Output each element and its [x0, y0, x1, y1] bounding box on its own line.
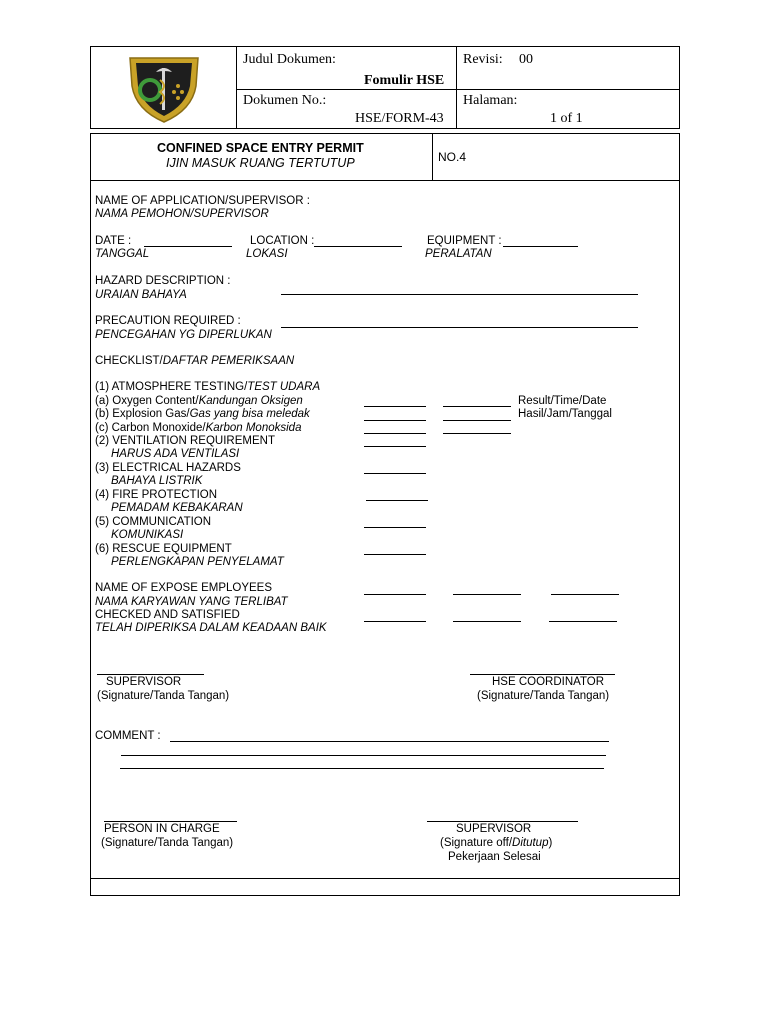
title-divider	[90, 180, 679, 181]
communication-label: (5) COMMUNICATION	[95, 516, 212, 528]
hazard-label-translation: URAIAN BAHAYA	[95, 289, 187, 301]
oxygen-content-label	[95, 395, 303, 408]
electrical-label-translation: BAHAYA LISTRIK	[111, 475, 203, 487]
electrical-label: (3) ELECTRICAL HAZARDS	[95, 462, 241, 474]
ventilation-label: (2) VENTILATION REQUIREMENT	[95, 435, 275, 447]
carbon-monoxide-label	[95, 422, 301, 435]
pic-signature-title: PERSON IN CHARGE	[104, 823, 220, 835]
checked-field-3[interactable]	[549, 621, 617, 622]
carbon-monoxide-en: (c) Carbon Monoxide/	[95, 422, 206, 434]
signature-off-text: (Signature off/	[440, 837, 513, 849]
equipment-field[interactable]	[503, 246, 578, 247]
header-divider	[456, 46, 457, 129]
atmosphere-testing-id: TEST UDARA	[247, 381, 321, 393]
comment-field-3[interactable]	[120, 768, 604, 769]
supervisor-close-signature-title: SUPERVISOR	[456, 823, 532, 835]
oxygen-check-field[interactable]	[364, 406, 426, 407]
checked-label-translation: TELAH DIPERIKSA DALAM KEADAAN BAIK	[95, 622, 327, 634]
revision-label: Revisi:	[463, 52, 503, 67]
comment-field-1[interactable]	[170, 741, 609, 742]
explosion-gas-label	[95, 408, 310, 421]
applicant-label: NAME OF APPLICATION/SUPERVISOR :	[95, 195, 310, 207]
result-header-translation: Hasil/Jam/Tanggal	[518, 408, 612, 420]
form-title: CONFINED SPACE ENTRY PERMIT	[157, 141, 364, 155]
checked-field-2[interactable]	[453, 621, 521, 622]
equipment-label: EQUIPMENT :	[427, 235, 502, 247]
revision-value: 00	[519, 52, 533, 67]
form-number: NO.4	[438, 150, 467, 164]
fire-protection-label-translation: PEMADAM KEBAKARAN	[111, 502, 243, 514]
oxygen-content-en: (a) Oxygen Content/	[95, 395, 199, 407]
co-result-field[interactable]	[443, 433, 511, 434]
company-logo	[126, 52, 202, 124]
title-divider	[432, 133, 433, 180]
form-title-translation: IJIN MASUK RUANG TERTUTUP	[166, 156, 355, 170]
date-label: DATE :	[95, 235, 132, 247]
checklist-heading	[95, 355, 294, 368]
employee-field-3[interactable]	[551, 594, 619, 595]
co-check-field[interactable]	[364, 433, 426, 434]
header-divider	[236, 46, 237, 129]
exposed-employees-label-translation: NAMA KARYAWAN YANG TERLIBAT	[95, 596, 288, 608]
checklist-heading-en: CHECKLIST/	[95, 355, 163, 367]
hse-signature-line[interactable]	[470, 674, 615, 675]
fire-protection-check-field[interactable]	[366, 500, 428, 501]
comment-label: COMMENT :	[95, 730, 161, 742]
date-label-translation: TANGGAL	[95, 248, 150, 260]
supervisor-signature-caption: (Signature/Tanda Tangan)	[97, 690, 230, 702]
employee-field-1[interactable]	[364, 594, 426, 595]
communication-label-translation: KOMUNIKASI	[111, 529, 184, 541]
checklist-heading-id: DAFTAR PEMERIKSAAN	[162, 355, 295, 367]
explosion-gas-id: Gas yang bisa meledak	[189, 408, 310, 420]
pic-signature-line[interactable]	[104, 821, 237, 822]
page-value: 1 of 1	[550, 111, 583, 126]
hse-signature-caption: (Signature/Tanda Tangan)	[477, 690, 610, 702]
page-label: Halaman:	[463, 93, 518, 108]
oxygen-content-id: Kandungan Oksigen	[198, 395, 303, 407]
rescue-equipment-check-field[interactable]	[364, 554, 426, 555]
explosion-gas-en: (b) Explosion Gas/	[95, 408, 190, 420]
work-completed-caption: Pekerjaan Selesai	[448, 851, 541, 863]
supervisor-signature-line[interactable]	[97, 674, 204, 675]
precaution-label-translation: PENCEGAHAN YG DIPERLUKAN	[95, 329, 272, 341]
shield-emblem-icon	[126, 52, 202, 124]
precaution-field[interactable]	[281, 327, 638, 328]
checked-field-1[interactable]	[364, 621, 426, 622]
rescue-equipment-label-translation: PERLENGKAPAN PENYELAMAT	[111, 556, 284, 568]
hse-signature-title: HSE COORDINATOR	[492, 676, 605, 688]
fire-protection-label: (4) FIRE PROTECTION	[95, 489, 218, 501]
ventilation-check-field[interactable]	[364, 446, 426, 447]
carbon-monoxide-id: Karbon Monoksida	[205, 422, 302, 434]
document-number-value: HSE/FORM-43	[355, 111, 444, 126]
atmosphere-testing-en: (1) ATMOSPHERE TESTING/	[95, 381, 248, 393]
header-divider	[236, 89, 679, 90]
atmosphere-testing-label	[95, 381, 320, 394]
supervisor-close-signature-line[interactable]	[427, 821, 578, 822]
hazard-field[interactable]	[281, 294, 638, 295]
precaution-label: PRECAUTION REQUIRED :	[95, 315, 241, 327]
exposed-employees-label: NAME OF EXPOSE EMPLOYEES	[95, 582, 273, 594]
location-label: LOCATION :	[250, 235, 315, 247]
supervisor-signature-title: SUPERVISOR	[106, 676, 182, 688]
equipment-label-translation: PERALATAN	[425, 248, 492, 260]
document-number-label: Dokumen No.:	[243, 93, 327, 108]
footer-divider	[90, 878, 679, 879]
date-field[interactable]	[144, 246, 232, 247]
ditutup-text: Ditutup	[512, 837, 549, 849]
explosion-check-field[interactable]	[364, 420, 426, 421]
employee-field-2[interactable]	[453, 594, 521, 595]
electrical-check-field[interactable]	[364, 473, 426, 474]
signature-close-paren: )	[548, 837, 553, 849]
applicant-label-translation: NAMA PEMOHON/SUPERVISOR	[95, 208, 269, 220]
location-field[interactable]	[314, 246, 402, 247]
document-title-label: Judul Dokumen:	[243, 52, 336, 67]
result-header: Result/Time/Date	[518, 395, 607, 407]
checked-label: CHECKED AND SATISFIED	[95, 609, 240, 621]
ventilation-label-translation: HARUS ADA VENTILASI	[111, 448, 240, 460]
oxygen-result-field[interactable]	[443, 406, 511, 407]
comment-field-2[interactable]	[121, 755, 606, 756]
supervisor-close-signature-caption	[440, 837, 552, 850]
communication-check-field[interactable]	[364, 527, 426, 528]
location-label-translation: LOKASI	[246, 248, 288, 260]
explosion-result-field[interactable]	[443, 420, 511, 421]
rescue-equipment-label: (6) RESCUE EQUIPMENT	[95, 543, 232, 555]
pic-signature-caption: (Signature/Tanda Tangan)	[101, 837, 234, 849]
document-title-value: Fomulir HSE	[364, 73, 445, 88]
hazard-label: HAZARD DESCRIPTION :	[95, 275, 231, 287]
